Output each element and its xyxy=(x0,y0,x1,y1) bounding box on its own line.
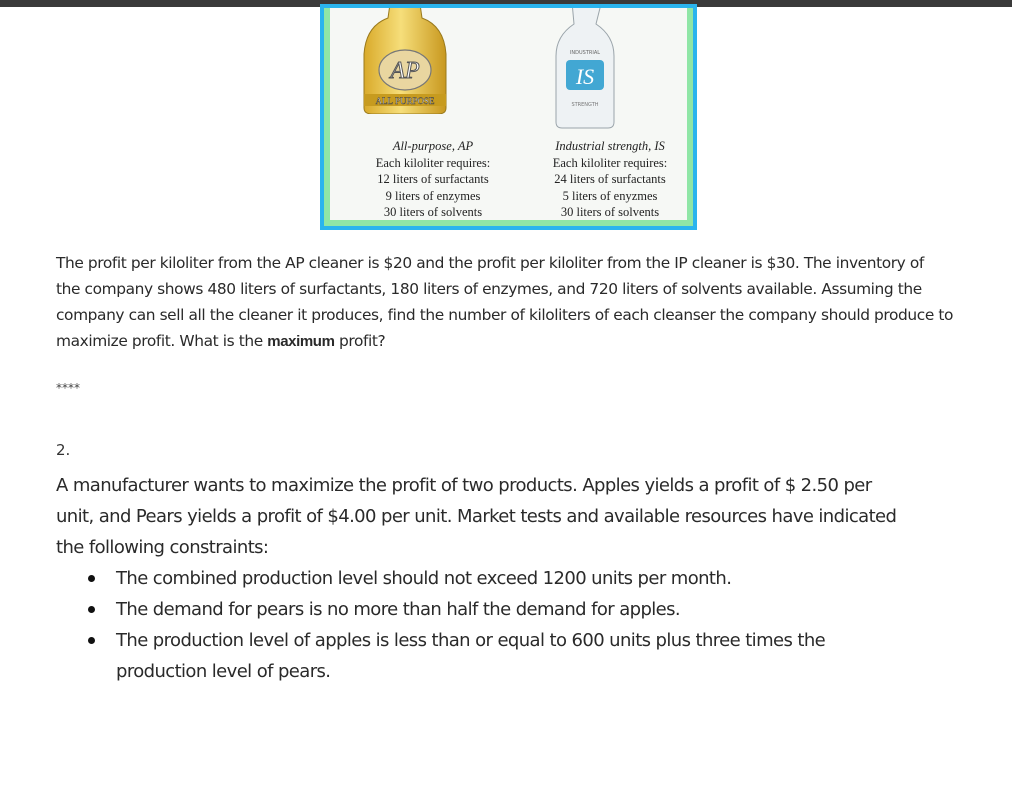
bullet-dot-icon xyxy=(88,575,95,582)
problem-1-line: the company shows 480 liters of surfactants, 180 liters of enzymes, and 720 liters of solvents available. Assuming the xyxy=(56,280,922,298)
problem-1-text xyxy=(56,250,966,355)
ap-band-text: ALL PURPOSE xyxy=(375,96,435,106)
is-caption-line: 5 liters of enyzmes xyxy=(562,188,658,203)
constraints-list xyxy=(80,563,940,687)
constraint-item xyxy=(80,594,940,625)
constraint-text: The demand for pears is no more than half the demand for apples. xyxy=(116,599,681,620)
problem-1-line: company can sell all the cleaner it produces, find the number of kiloliters of each cleanser the company should produce to xyxy=(56,306,954,324)
is-bottom-label: STRENGTH xyxy=(571,102,599,108)
is-logo-text: IS xyxy=(575,64,595,89)
problem-2-line: A manufacturer wants to maximize the profit of two products. Apples yields a profit of $ 2.50 per xyxy=(56,475,872,496)
cleaner-figure xyxy=(320,4,697,230)
problem-2-line: unit, and Pears yields a profit of $4.00 per unit. Market tests and available resources have indicated xyxy=(56,506,897,527)
problem-1-line4-post: profit? xyxy=(334,332,386,350)
ap-caption-line: 9 liters of enzymes xyxy=(385,188,481,203)
is-caption-line: Each kiloliter requires: xyxy=(552,155,668,170)
is-caption-line: 30 liters of solvents xyxy=(560,205,660,219)
is-caption xyxy=(535,138,685,220)
ap-caption-line: 30 liters of solvents xyxy=(383,205,483,219)
problem-1-line xyxy=(56,328,966,355)
problem-2-line: the following constraints: xyxy=(56,537,269,558)
constraint-item xyxy=(80,563,940,594)
section-separator: **** xyxy=(56,381,80,395)
ap-caption-line: 12 liters of surfactants xyxy=(377,172,489,186)
ap-caption-line: Each kiloliter requires: xyxy=(375,155,491,170)
problem-1-line4-pre: maximize profit. What is the xyxy=(56,332,268,350)
figure-panel xyxy=(330,8,687,220)
ap-caption xyxy=(358,138,508,220)
constraint-item xyxy=(80,625,940,687)
is-caption-line: 24 liters of surfactants xyxy=(554,172,666,186)
ap-logo-text: AP xyxy=(390,58,420,84)
ap-caption-title: All-purpose, AP xyxy=(392,139,474,153)
constraint-text: The production level of apples is less than or equal to 600 units plus three times the xyxy=(116,630,826,651)
problem-2-text xyxy=(56,470,956,563)
is-top-label: INDUSTRIAL xyxy=(569,50,601,56)
constraint-text: The combined production level should not exceed 1200 units per month. xyxy=(116,568,732,589)
is-caption-title: Industrial strength, IS xyxy=(555,139,665,153)
maximum-emphasis: maximum xyxy=(267,333,335,350)
is-bottle-image xyxy=(550,8,620,130)
problem-2-number: 2. xyxy=(56,441,71,459)
ap-bottle-image xyxy=(360,8,450,114)
bullet-dot-icon xyxy=(88,606,95,613)
constraint-text-continued: production level of pears. xyxy=(116,661,331,682)
problem-1-line: The profit per kiloliter from the AP cleaner is $20 and the profit per kiloliter from the IP cleaner is $30. The inventory of xyxy=(56,254,924,272)
bullet-dot-icon xyxy=(88,637,95,644)
